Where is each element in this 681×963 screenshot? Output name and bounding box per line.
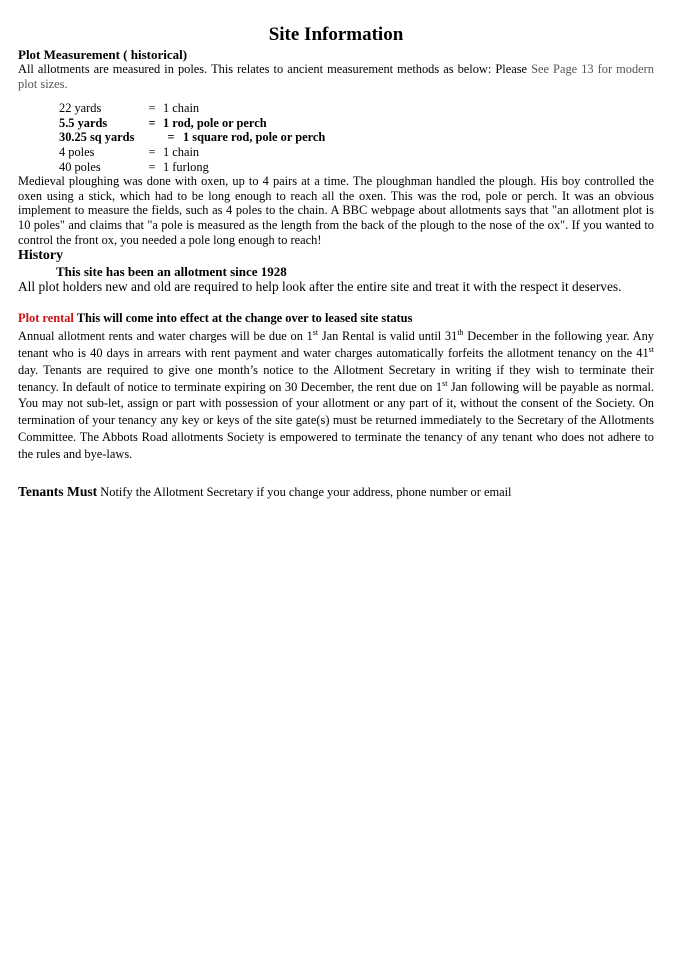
measurement-row [59, 101, 654, 116]
equals-sign: = [148, 101, 156, 116]
measurement-table [59, 101, 654, 174]
ordinal-suffix: th [457, 328, 464, 337]
measurement-right: 1 chain [163, 144, 200, 159]
plot-rental-heading [18, 311, 654, 326]
allotment-since-line: This site has been an allotment since 1928 [56, 264, 287, 280]
measurement-left: 4 poles [59, 144, 95, 159]
measurement-row [59, 130, 654, 145]
ordinal-suffix: st [312, 328, 319, 337]
measurement-left: 5.5 yards [59, 115, 108, 130]
measurement-left: 22 yards [59, 101, 102, 116]
plot-measurement-intro [18, 62, 654, 91]
intro-text: All allotments are measured in poles. This relates to ancient measurement methods as below: Please [18, 62, 532, 76]
measurement-row [59, 160, 654, 175]
tenants-must-text: Notify the Allotment Secretary if you change your address, phone number or email [97, 484, 512, 499]
equals-sign: = [148, 115, 156, 130]
rental-text-e: Jan following will be payable as normal. You may not sub-let, assign or part with possession of your allotment or any part of it, without the consent of the Society. On termination of your tenancy any key or keys of the site gate(s) must be returned immediately to the Secretary of the Allotments Committee. The Abbots Road allotments Society is empowered to terminate the tenancy of any tenant who does not adhere to the rules and bye-laws. [18, 379, 655, 461]
measurement-left: 40 poles [59, 159, 101, 174]
respect-paragraph: All plot holders new and old are required to help look after the entire site and treat it with the respect it deserves. [18, 279, 622, 295]
measurement-row [59, 145, 654, 160]
plot-rental-note: This will come into effect at the change over to leased site status [73, 311, 413, 326]
tenants-must-line [18, 484, 654, 500]
rental-text-a: Annual allotment rents and water charges will be due on 1 [18, 329, 313, 344]
equals-sign: = [167, 130, 175, 145]
rental-text-d: day. Tenants are required to give one month’s notice to the Allotment Secretary in writing if they wish to terminate their tenancy. In default of notice to terminate expiring on 30 December, the rent due on 1 [18, 362, 654, 394]
plot-measurement-heading: Plot Measurement ( historical) [18, 47, 188, 62]
ordinal-suffix: st [648, 344, 654, 354]
document-page [18, 24, 654, 500]
page-title: Site Information [268, 24, 404, 45]
measurement-right: 1 rod, pole or perch [163, 115, 267, 130]
history-heading: History [18, 248, 64, 264]
tenants-must-label: Tenants Must [18, 483, 98, 499]
equals-sign: = [148, 144, 156, 159]
medieval-paragraph: Medieval ploughing was done with oxen, up to 4 pairs at a time. The ploughman handled the plough. His boy controlled the oxen using a stick, which had to be long enough to reach all the oxen. This was the rod, pole or perch. It was an obvious implement to measure the fields, such as 4 poles to the chain. A BBC webpage about allotments says that "an allotment plot is 10 poles" and claims that "a pole is measured as the length from the back of the plough to the nose of the ox". If you wanted to control the front ox, you needed a pole long enough to reach! [18, 174, 654, 247]
measurement-row [59, 116, 654, 131]
rental-text-c: December in the following year. Any tenant who is 40 days in arrears with rent payment and water charges automatically forfeits the allotment tenancy on the 41 [18, 329, 654, 360]
equals-sign: = [148, 159, 156, 174]
plot-rental-label: Plot rental [18, 311, 74, 326]
ordinal-suffix: st [442, 378, 448, 388]
rental-text-b: Jan Rental is valid until 31 [318, 329, 458, 344]
measurement-left: 30.25 sq yards [59, 130, 135, 145]
measurement-right: 1 furlong [163, 159, 209, 174]
page-13-reference: See Page 13 for modern plot sizes. [18, 62, 655, 91]
measurement-right: 1 chain [163, 101, 200, 116]
plot-rental-paragraph [18, 328, 654, 462]
measurement-right: 1 square rod, pole or perch [183, 130, 326, 145]
